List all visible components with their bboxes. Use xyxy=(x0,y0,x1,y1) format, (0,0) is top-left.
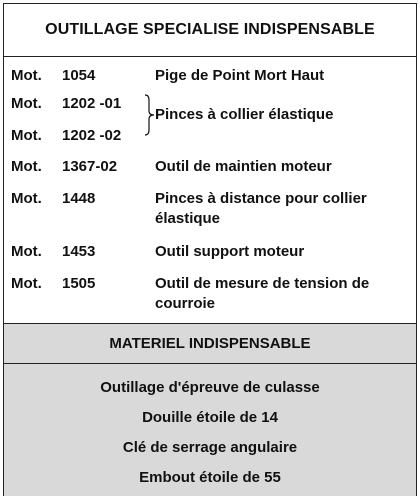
tool-prefix: Mot. xyxy=(11,243,42,260)
tool-prefix: Mot. xyxy=(11,95,42,112)
tool-prefix: Mot. xyxy=(11,158,42,175)
tool-code: 1367-02 xyxy=(62,158,118,175)
tool-prefix: Mot. xyxy=(11,190,42,207)
tool-prefix: Mot. xyxy=(11,67,42,84)
tool-description: Pige de Point Mort Haut xyxy=(155,67,325,84)
equipment-item: Douille étoile de 14 xyxy=(142,408,278,426)
tooling-table xyxy=(3,3,417,496)
tool-description: Outil de mesure de tension de courroie xyxy=(155,275,370,312)
tool-description: Outil support moteur xyxy=(155,243,305,260)
equipment-section xyxy=(4,323,416,496)
equipment-list xyxy=(4,364,416,492)
tool-prefix: Mot. xyxy=(11,127,42,144)
tool-prefix: Mot. xyxy=(11,275,42,292)
tool-description: Outil de maintien moteur xyxy=(155,158,332,175)
tool-code: 1505 xyxy=(62,275,96,292)
tool-code: 1054 xyxy=(62,67,96,84)
tool-code: 1448 xyxy=(62,190,96,207)
equipment-item: Clé de serrage angulaire xyxy=(122,438,298,456)
tool-list xyxy=(4,57,416,324)
tool-code: 1202 -02 xyxy=(62,127,122,144)
tool-code: 1453 xyxy=(62,243,96,260)
tool-description: Pinces à distance pour collier élastique xyxy=(155,190,367,227)
equipment-item: Outillage d'épreuve de culasse xyxy=(100,378,320,396)
tool-code: 1202 -01 xyxy=(62,95,122,112)
equipment-item: Embout étoile de 55 xyxy=(139,468,281,486)
section-title: MATERIEL INDISPENSABLE xyxy=(4,324,416,364)
table-title: OUTILLAGE SPECIALISE INDISPENSABLE xyxy=(4,4,416,57)
grouped-tool-description: Pinces à collier élastique xyxy=(155,106,334,123)
